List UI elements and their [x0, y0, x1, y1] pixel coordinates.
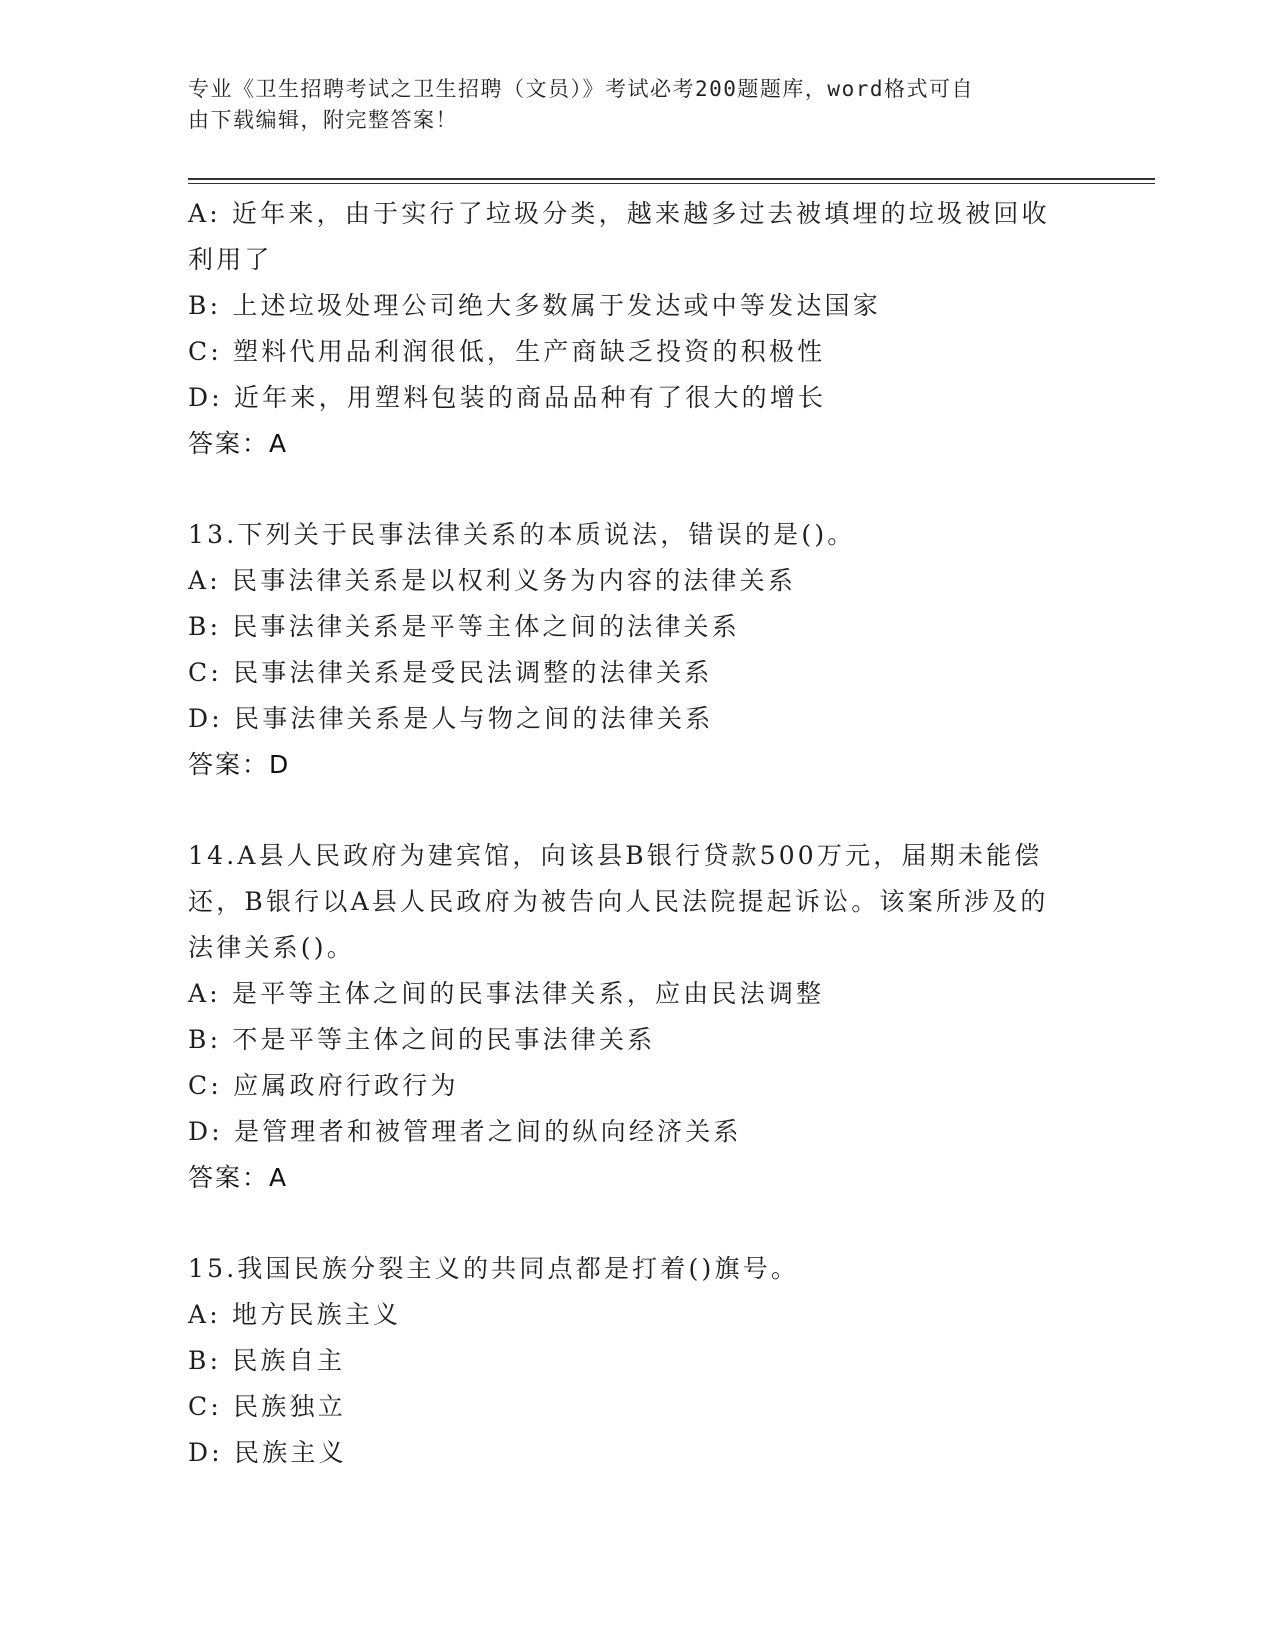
option-c: C: 民事法律关系是受民法调整的法律关系	[188, 658, 713, 687]
option-a-line-2: 利用了	[188, 245, 273, 274]
question-stem-line-2: 还，B银行以A县人民政府为被告向人民法院提起诉讼。该案所涉及的	[188, 887, 1049, 916]
question-13	[188, 512, 1108, 788]
question-stem: 15.我国民族分裂主义的共同点都是打着()旗号。	[188, 1254, 800, 1283]
header-line-2: 由下载编辑，附完整答案！	[188, 108, 458, 132]
question-stem-line-1: 14.A县人民政府为建宾馆，向该县B银行贷款500万元，届期未能偿	[188, 841, 1043, 870]
option-d: D: 民族主义	[188, 1438, 347, 1467]
option-c: C: 民族独立	[188, 1392, 346, 1421]
question-14	[188, 833, 1108, 1201]
option-c: C: 应属政府行政行为	[188, 1071, 459, 1100]
header-divider-thick	[188, 178, 1155, 180]
option-b: B: 上述垃圾处理公司绝大多数属于发达或中等发达国家	[188, 291, 881, 320]
option-d: D: 民事法律关系是人与物之间的法律关系	[188, 704, 714, 733]
option-d: D: 近年来，用塑料包装的商品品种有了很大的增长	[188, 383, 827, 412]
question-stem: 13.下列关于民事法律关系的本质说法，错误的是()。	[188, 520, 856, 549]
question-spacer	[188, 788, 1108, 833]
question-spacer	[188, 1201, 1108, 1246]
option-b: B: 民族自主	[188, 1346, 346, 1375]
answer-label: 答案：D	[188, 750, 291, 779]
header-divider-thin	[188, 183, 1155, 184]
option-a: A: 是平等主体之间的民事法律关系，应由民法调整	[188, 979, 825, 1008]
header-line-1: 专业《卫生招聘考试之卫生招聘（文员）》考试必考200题题库，word格式可自	[188, 77, 974, 101]
option-a: A: 地方民族主义	[188, 1300, 402, 1329]
option-b: B: 不是平等主体之间的民事法律关系	[188, 1025, 656, 1054]
question-12-partial	[188, 191, 1108, 467]
question-spacer	[188, 467, 1108, 512]
option-a-line-1: A: 近年来，由于实行了垃圾分类，越来越多过去被填埋的垃圾被回收	[188, 199, 1050, 228]
option-c: C: 塑料代用品利润很低，生产商缺乏投资的积极性	[188, 337, 826, 366]
answer-label: 答案：A	[188, 429, 289, 458]
question-stem-line-3: 法律关系()。	[188, 933, 355, 962]
question-list	[188, 191, 1108, 1476]
option-d: D: 是管理者和被管理者之间的纵向经济关系	[188, 1117, 742, 1146]
question-15	[188, 1246, 1108, 1476]
option-a: A: 民事法律关系是以权利义务为内容的法律关系	[188, 566, 797, 595]
answer-label: 答案：A	[188, 1163, 289, 1192]
option-b: B: 民事法律关系是平等主体之间的法律关系	[188, 612, 740, 641]
document-header	[188, 74, 1088, 136]
